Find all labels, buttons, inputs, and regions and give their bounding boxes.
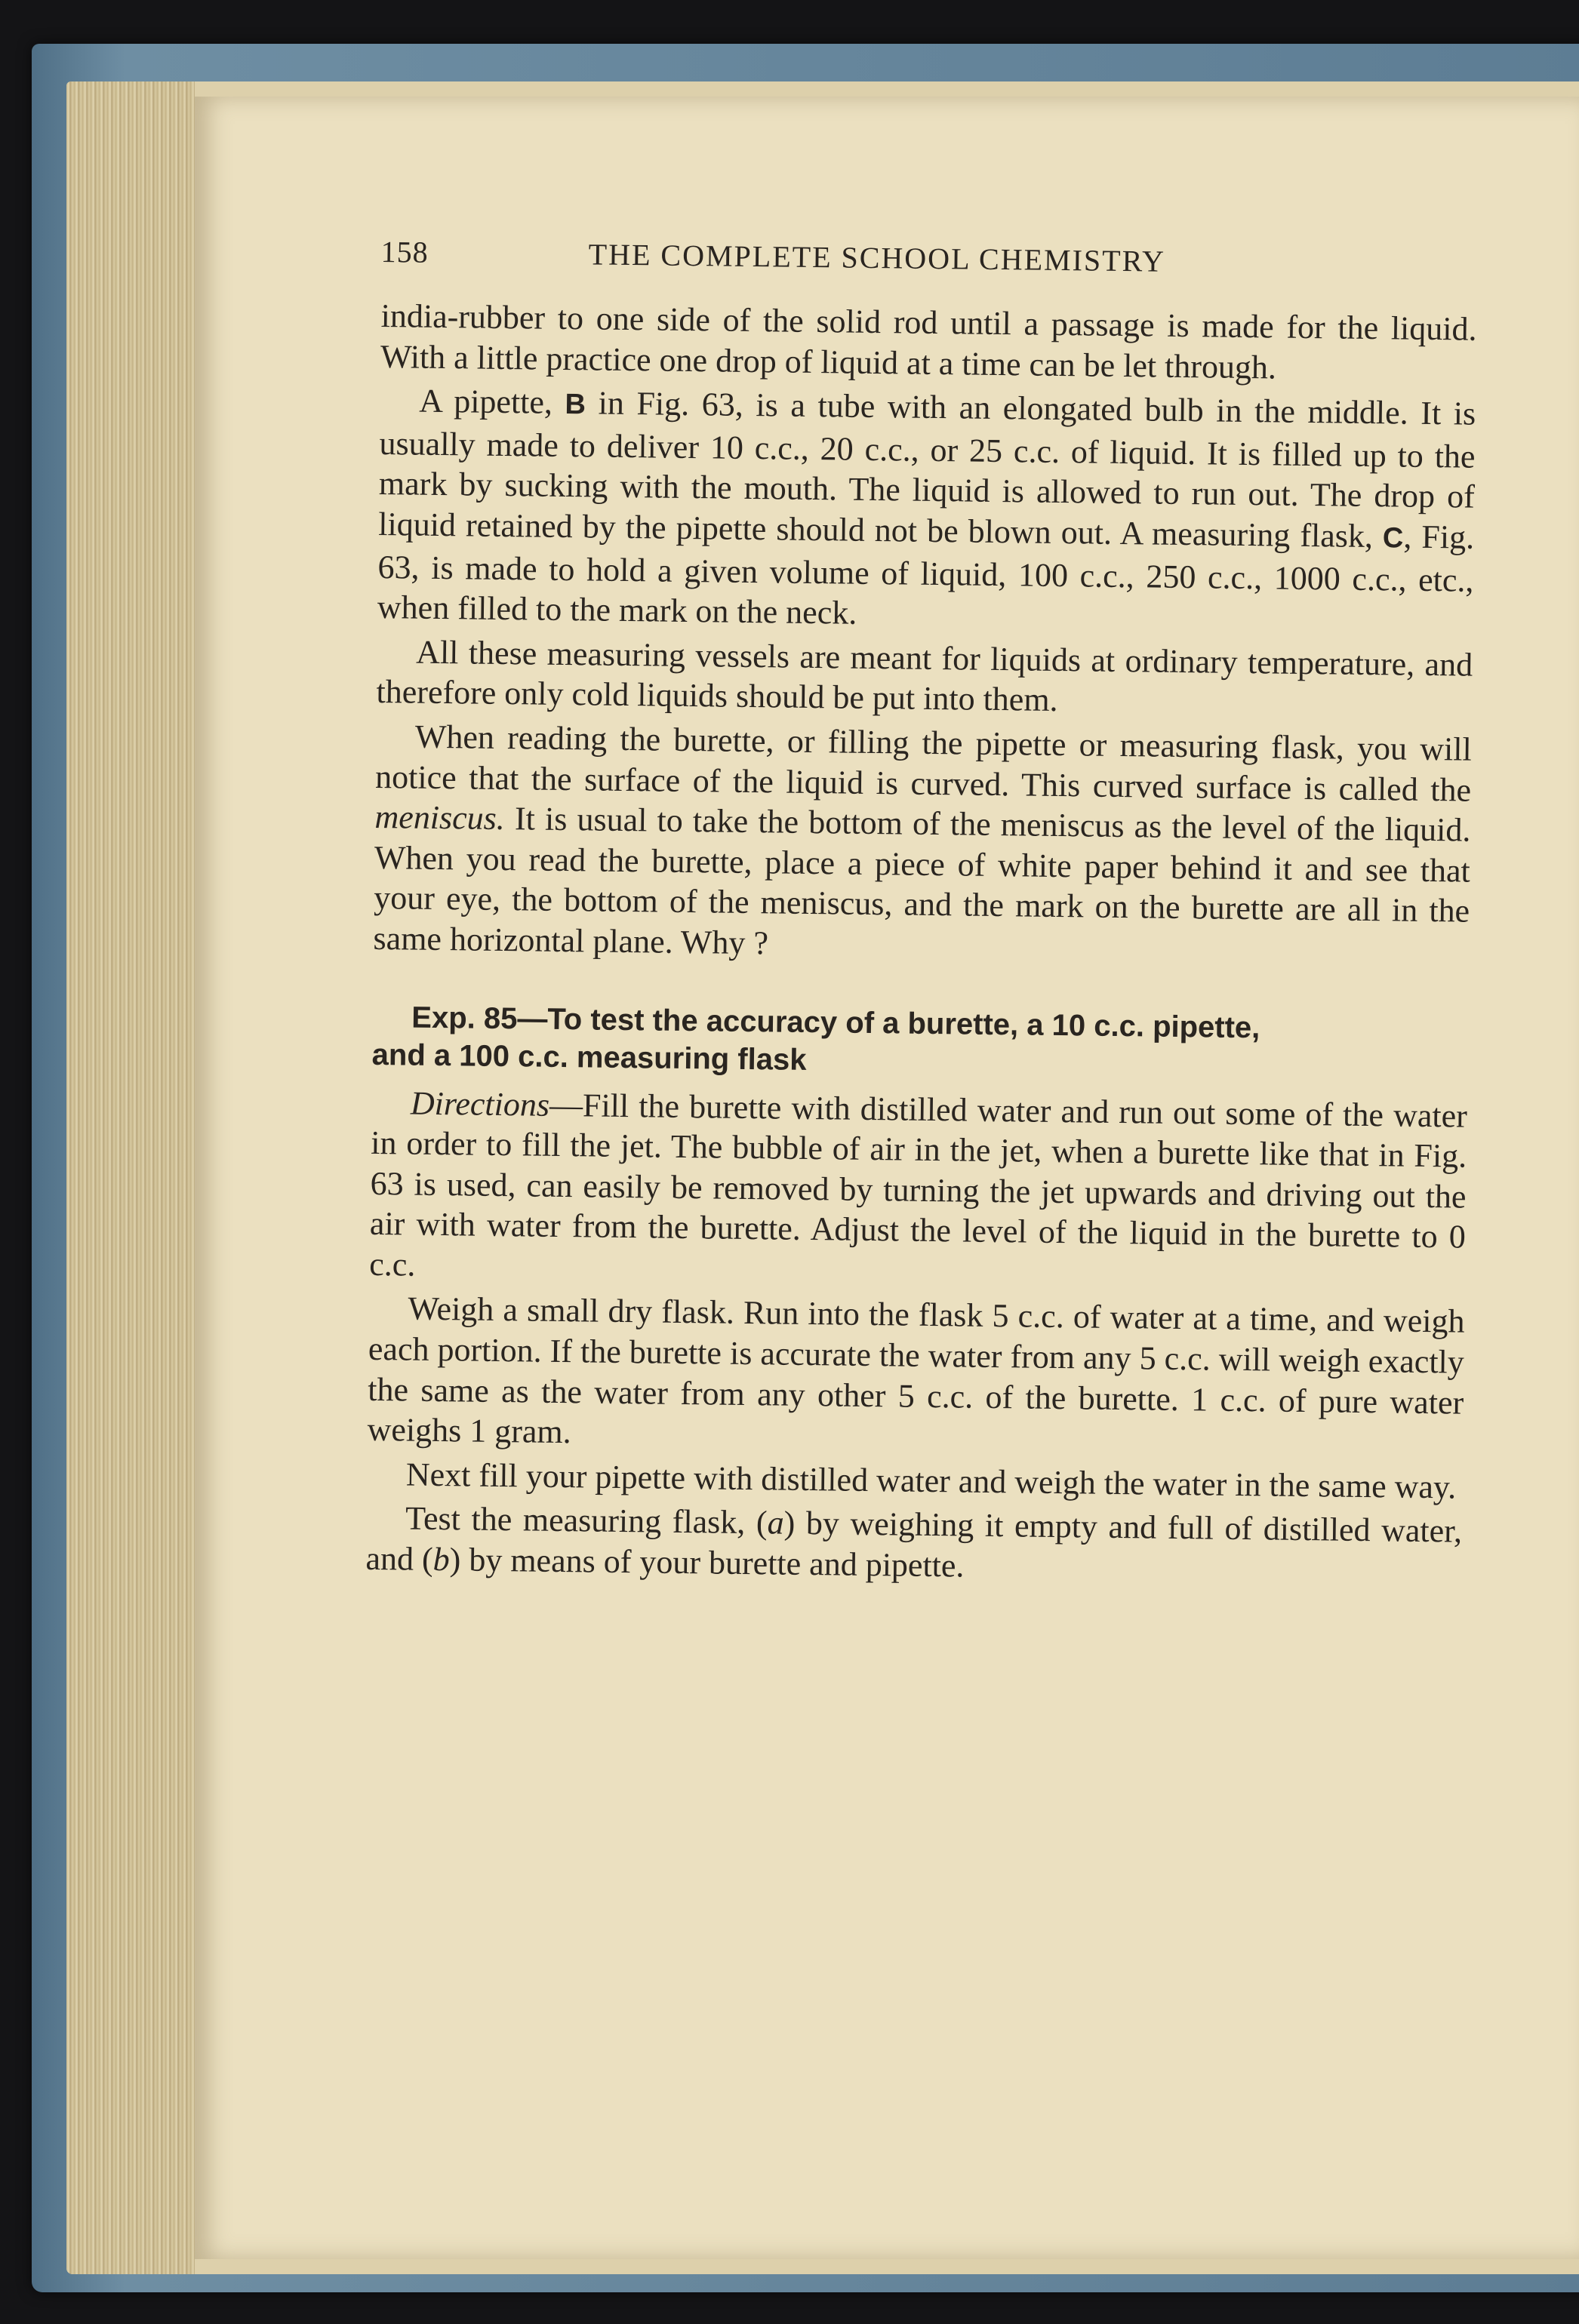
paragraph-directions <box>369 1082 1467 1298</box>
paragraph-6: Weigh a small dry flask. Run into the flask 5 c.c. of water at a time, and weigh each portion. If the burette is accurate the water from any 5 c.c. will weigh exactly the same as the water from any other 5 c.c. of the burette. 1 c.c. of pure water weighs 1 gram. <box>367 1290 1465 1451</box>
paragraph-8-text-c: ) by means of your burette and pipette. <box>449 1541 965 1585</box>
paragraph-4-text-b: It is usual to take the bottom of the meniscus as the level of the liquid. When you read the burette, place a piece of white paper behind it and see that your eye, the bottom of the meniscus, and the mark on the burette are all in the same horizontal plane. Why ? <box>373 800 1471 962</box>
body-text <box>365 296 1477 1596</box>
directions-text: —Fill the burette with distilled water and run out some of the water in order to fill the jet. The bubble of air in the jet, when a burette like that in Fig. 63 is used, can easily be removed by turning the jet upwards and driving out the air with water from the burette. Adjust the level of the liquid in the burette to 0 c.c. <box>369 1086 1468 1283</box>
option-b-label: b <box>432 1540 451 1579</box>
running-head: THE COMPLETE SCHOOL CHEMISTRY <box>588 237 1166 278</box>
experiment-heading <box>371 998 1468 1087</box>
paragraph-2-text-c: in Fig. 63, is a tube with an elongated bulb in the middle. It is usually made to deliver 10 c.c., 20 c.c., or 25 c.c. of liquid. It is filled up to the mark by sucking with the mouth. The liquid is allowed to run out. The drop of liquid retained by the pipette should not be blown out. A measuring flask, <box>378 384 1476 555</box>
paragraph-8 <box>365 1498 1462 1592</box>
paragraph-4-text-a: When reading the burette, or filling the pipette or measuring flask, you will notice that the surface of the liquid is curved. This curved surface is called the <box>374 718 1473 809</box>
meniscus-term: meniscus. <box>374 798 506 838</box>
paragraph-7: Next fill your pipette with distilled water and weigh the water in the same way. <box>405 1456 1457 1506</box>
paragraph-2-text-d: , Fig. 63, is made to hold a given volume of liquid, 100 c.c., 250 c.c., 1000 c.c., etc., when filled to the mark on the neck. <box>377 518 1475 632</box>
paragraph-8-text-b: ) by weighing it empty and full of distilled water, and ( <box>365 1505 1463 1578</box>
paragraph-3: All these measuring vessels are meant for liquids at ordinary temperature, and therefore only cold liquids should be put into them. <box>376 633 1473 719</box>
paragraph-8-text-a: Test the measuring flask, ( <box>405 1499 768 1542</box>
paragraph-1: india-rubber to one side of the solid rod until a passage is made for the liquid. With a little practice one drop of liquid at a time can be let through. <box>380 297 1477 386</box>
paragraph-4 <box>373 716 1472 972</box>
paragraph-2 <box>377 380 1476 641</box>
page-number: 158 <box>380 234 429 269</box>
figure-label-c: C <box>1382 522 1404 555</box>
directions-label: Directions <box>410 1084 550 1124</box>
paragraph-2-text-a: A pipette, <box>419 382 565 422</box>
experiment-heading-line-1: Exp. 85—To test the accuracy of a burette, a 10 c.c. pipette, <box>411 1001 1260 1044</box>
option-a-label: a <box>767 1504 784 1542</box>
experiment-heading-line-2: and a 100 c.c. measuring flask <box>371 1038 807 1077</box>
figure-label-b: B <box>565 389 586 421</box>
page-edges <box>66 81 195 2274</box>
